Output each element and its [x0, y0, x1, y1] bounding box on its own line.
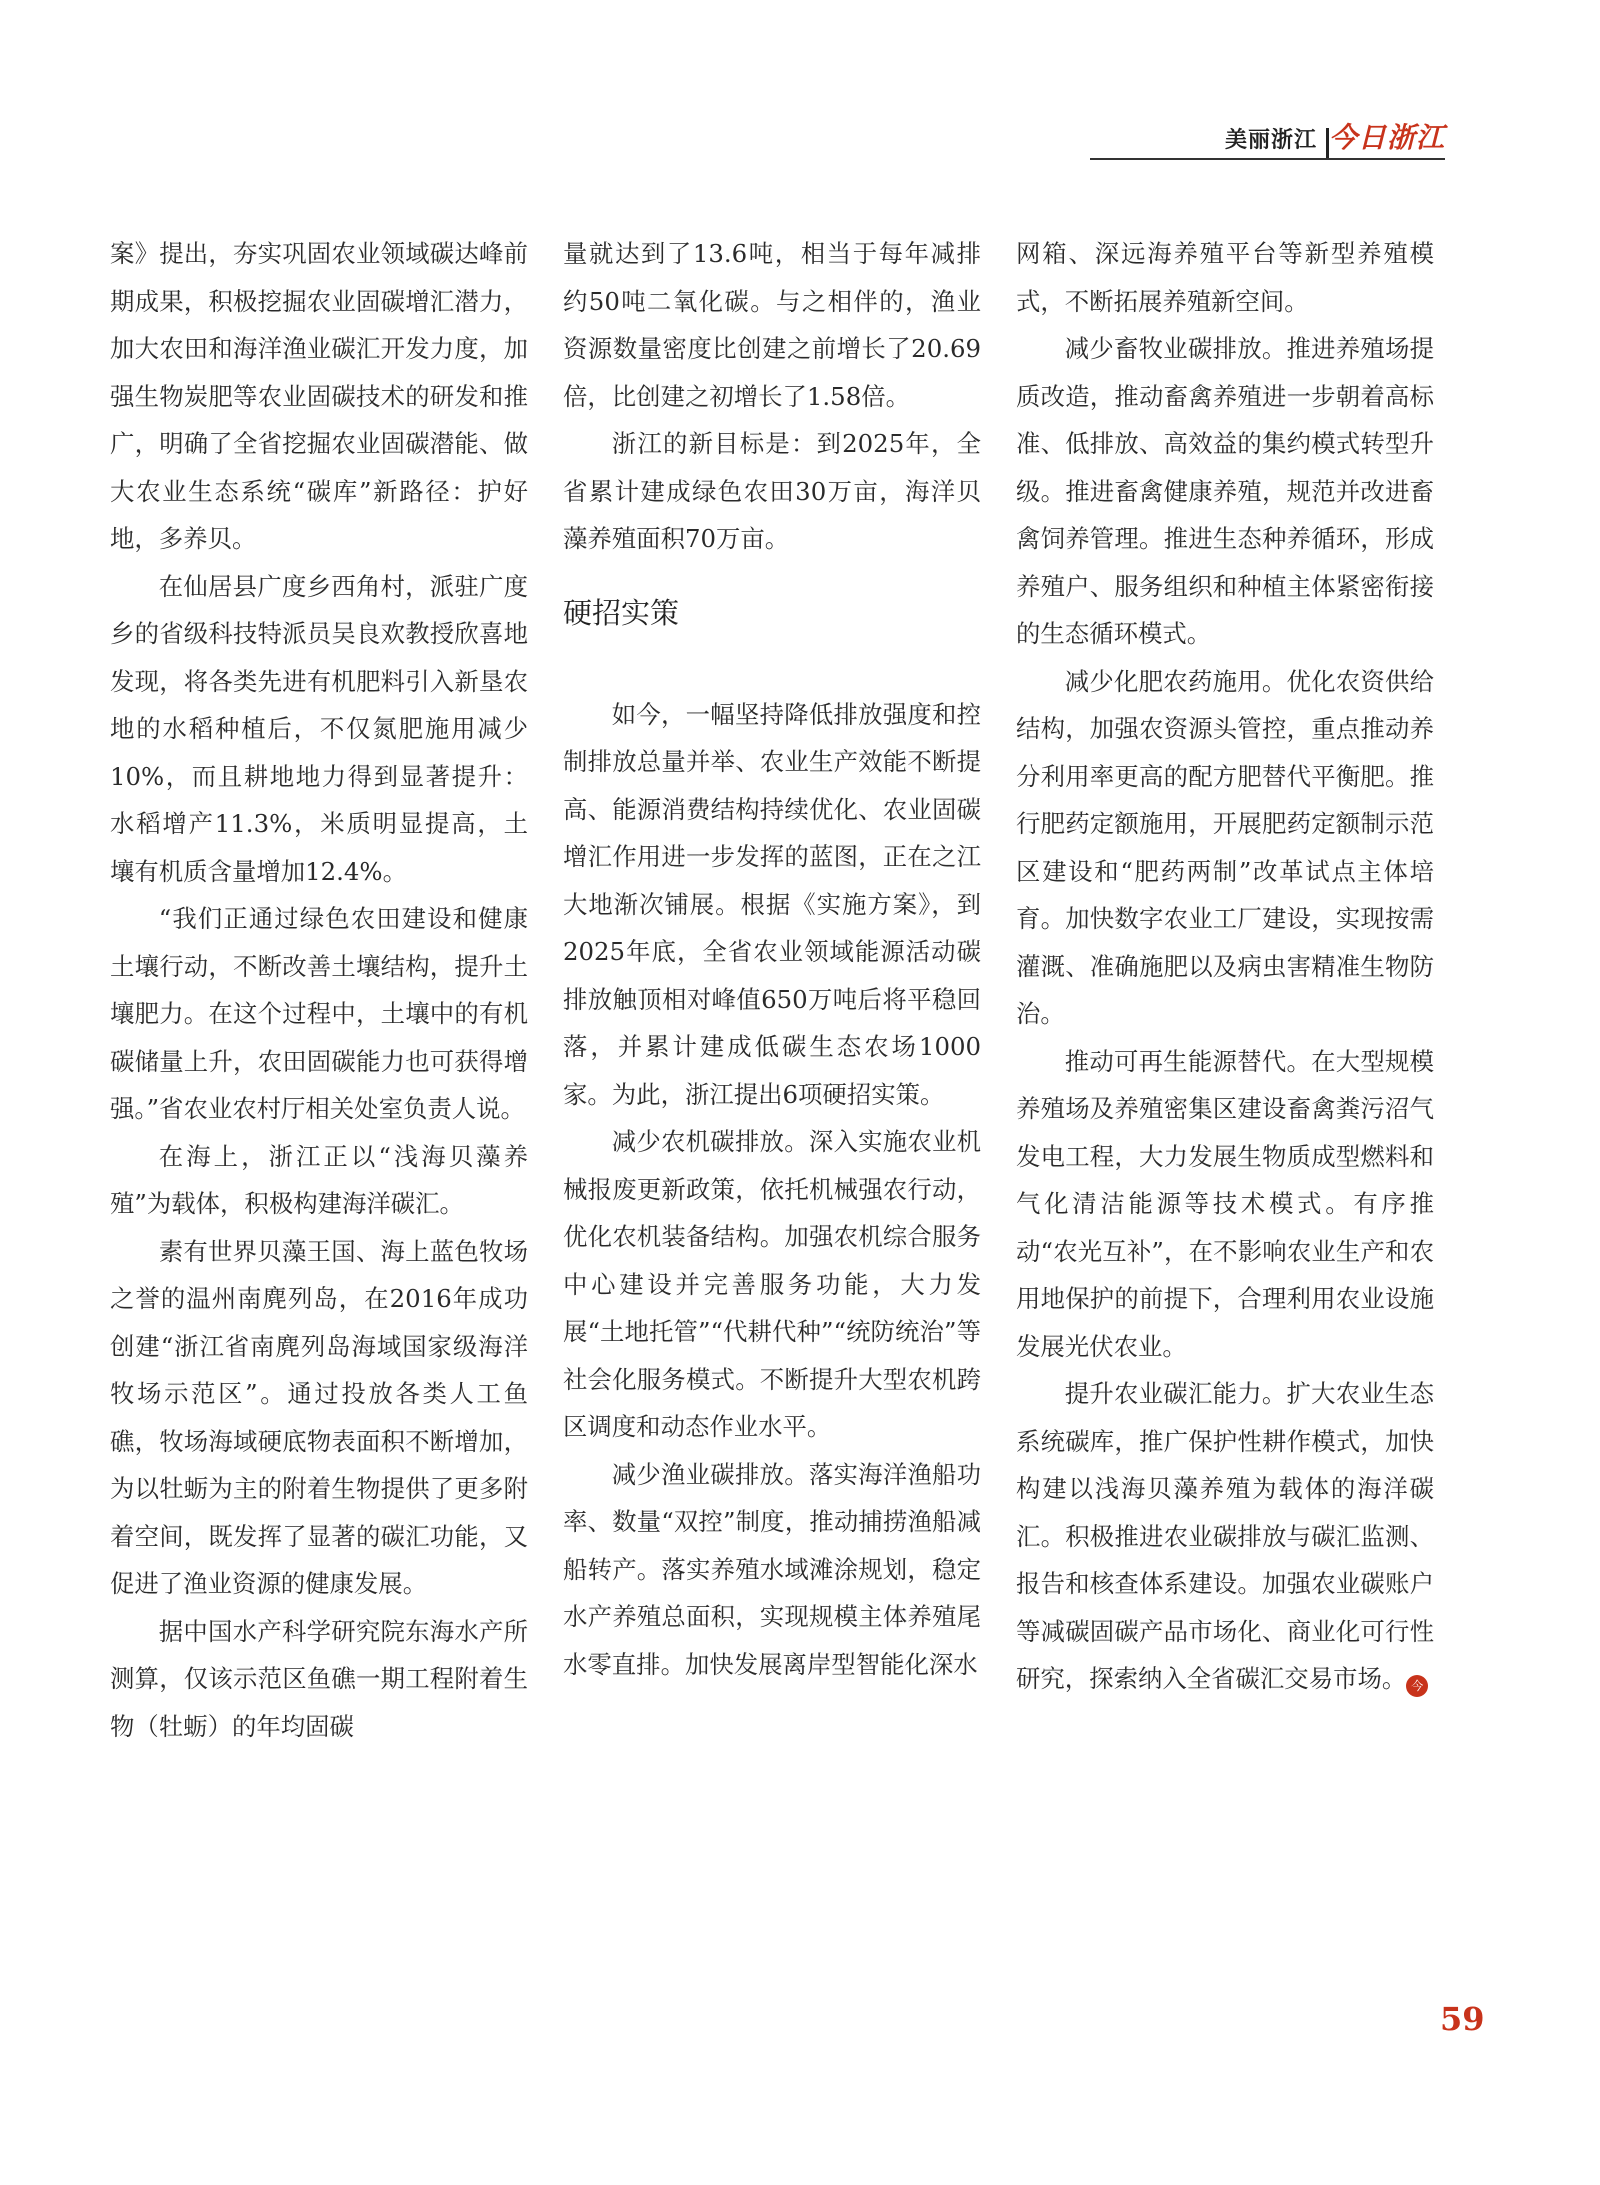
paragraph [1016, 1370, 1434, 1703]
magazine-logo: 今日浙江 [1328, 121, 1445, 154]
running-header [1090, 118, 1445, 160]
paragraph: 如今，一幅坚持降低排放强度和控制排放总量并举、农业生产效能不断提高、能源消费结构持续优化、农业固碳增汇作用进一步发挥的蓝图，正在之江大地渐次铺展。根据《实施方案》，到2025年底，全省农业领域能源活动碳排放触顶相对峰值650万吨后将平稳回落，并累计建成低碳生态农场1000家。为此，浙江提出6项硬招实策。 [563, 699, 981, 1109]
column-3 [1016, 230, 1434, 1703]
paragraph: 减少农机碳排放。深入实施农业机械报废更新政策，依托机械强农行动，优化农机装备结构。加强农机综合服务中心建设并完善服务功能，大力发展“土地托管”“代耕代种”“统防统治”等社会化服务模式。不断提升大型农机跨区调度和动态作业水平。 [563, 1127, 981, 1441]
page-number: 59 [1440, 2000, 1485, 2038]
paragraph: “我们正通过绿色农田建设和健康土壤行动，不断改善土壤结构，提升土壤肥力。在这个过程中，土壤中的有机碳储量上升，农田固碳能力也可获得增强。”省农业农村厅相关处室负责人说。 [110, 904, 528, 1123]
paragraph: 在仙居县广度乡西角村，派驻广度乡的省级科技特派员吴良欢教授欣喜地发现，将各类先进有机肥料引入新垦农地的水稻种植后，不仅氮肥施用减少10%，而且耕地地力得到显著提升：水稻增产11.3%，米质明显提高，土壤有机质含量增加12.4%。 [110, 571, 528, 886]
paragraph: 量就达到了13.6吨，相当于每年减排约50吨二氧化碳。与之相伴的，渔业资源数量密度比创建之前增长了20.69倍，比创建之初增长了1.58倍。 [563, 239, 981, 411]
paragraph-text: 提升农业碳汇能力。扩大农业生态系统碳库，推广保护性耕作模式，加快构建以浅海贝藻养殖为载体的海洋碳汇。积极推进农业碳排放与碳汇监测、报告和核查体系建设。加强农业碳账户等减碳固碳产品市场化、商业化可行性研究，探索纳入全省碳汇交易市场。 [1016, 1379, 1434, 1693]
paragraph: 网箱、深远海养殖平台等新型养殖模式，不断拓展养殖新空间。 [1016, 239, 1434, 316]
paragraph: 减少畜牧业碳排放。推进养殖场提质改造，推动畜禽养殖进一步朝着高标准、低排放、高效益的集约模式转型升级。推进畜禽健康养殖，规范并改进畜禽饲养管理。推进生态种养循环，形成养殖户、服务组织和种植主体紧密衔接的生态循环模式。 [1016, 334, 1434, 648]
column-2 [563, 230, 981, 1688]
paragraph: 减少化肥农药施用。优化农资供给结构，加强农资源头管控，重点推动养分利用率更高的配方肥替代平衡肥。推行肥药定额施用，开展肥药定额制示范区建设和“肥药两制”改革试点主体培育。加快数字农业工厂建设，实现按需灌溉、准确施肥以及病虫害精准生物防治。 [1016, 666, 1434, 1028]
paragraph: 在海上，浙江正以“浅海贝藻养殖”为载体，积极构建海洋碳汇。 [110, 1141, 528, 1218]
paragraph: 浙江的新目标是：到2025年，全省累计建成绿色农田30万亩，海洋贝藻养殖面积70万亩。 [563, 429, 981, 553]
paragraph: 素有世界贝藻王国、海上蓝色牧场之誉的温州南麂列岛，在2016年成功创建“浙江省南麂列岛海域国家级海洋牧场示范区”。通过投放各类人工鱼礁，牧场海域硬底物表面积不断增加，为以牡蛎为主的附着生物提供了更多附着空间，既发挥了显著的碳汇功能，又促进了渔业资源的健康发展。 [110, 1236, 528, 1598]
paragraph: 据中国水产科学研究院东海水产所测算，仅该示范区鱼礁一期工程附着生物（牡蛎）的年均固碳 [110, 1616, 528, 1741]
end-mark-icon: 今 [1406, 1675, 1428, 1697]
paragraph: 推动可再生能源替代。在大型规模养殖场及养殖密集区建设畜禽粪污沼气发电工程，大力发展生物质成型燃料和气化清洁能源等技术模式。有序推动“农光互补”，在不影响农业生产和农用地保护的前提下，合理利用农业设施发展光伏农业。 [1016, 1046, 1434, 1361]
paragraph: 减少渔业碳排放。落实海洋渔船功率、数量“双控”制度，推动捕捞渔船减船转产。落实养殖水域滩涂规划，稳定水产养殖总面积，实现规模主体养殖尾水零直排。加快发展离岸型智能化深水 [563, 1459, 981, 1679]
header-rule [1090, 158, 1445, 160]
paragraph: 案》提出，夯实巩固农业领域碳达峰前期成果，积极挖掘农业固碳增汇潜力，加大农田和海洋渔业碳汇开发力度，加强生物炭肥等农业固碳技术的研发和推广，明确了全省挖掘农业固碳潜能、做大农业生态系统“碳库”新路径：护好地，多养贝。 [110, 239, 528, 553]
section-heading: 硬招实策 [563, 595, 680, 630]
section-title: 美丽浙江 [1224, 128, 1317, 153]
column-1 [110, 230, 528, 1750]
